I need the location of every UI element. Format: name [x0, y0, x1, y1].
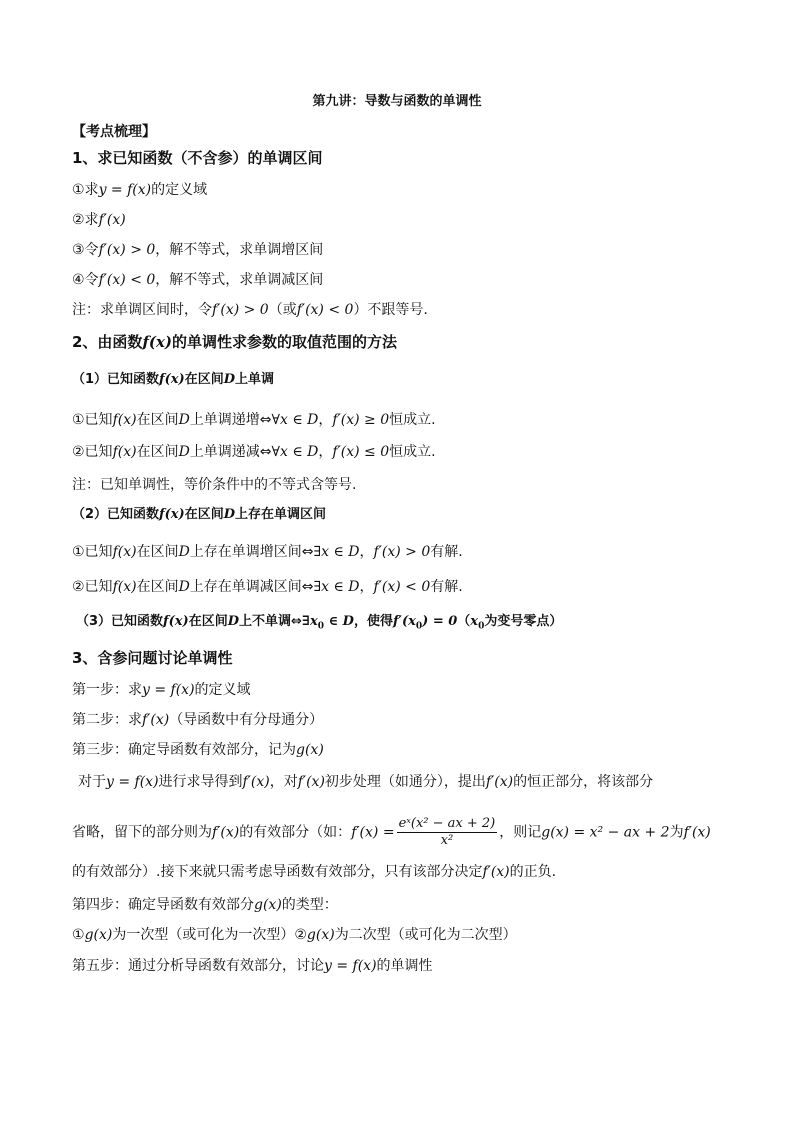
s2-sub1: （1）已知函数f(x)在区间D上单调 — [72, 372, 275, 387]
s2-j1: ①已知f(x)在区间D上存在单调增区间⇔∃x ∈ D，f′(x) > 0有解. — [72, 544, 463, 560]
s2-note: 注：已知单调性，等价条件中的不等式含等号. — [72, 477, 357, 493]
s3-step2: 第二步：求f′(x)（导函数中有分母通分） — [72, 712, 324, 728]
s3-types: ①g(x)为一次型（或可化为一次型）②g(x)为二次型（或可化为二次型） — [72, 927, 517, 943]
s1-note: 注：求单调区间时，令f′(x) > 0（或f′(x) < 0）不跟等号. — [72, 302, 428, 318]
s3-para2: 省略，留下的部分则为f′(x)的有效部分（如：f′(x) = $\frac{\text{eˣ(x² − ax + 2)}}{\text{x²}}$ ，则记g(x) = x² − ax + 2为f′(x) — [72, 816, 711, 848]
page-title: 第九讲：导数与函数的单调性 — [312, 94, 482, 109]
s1-step2: ②求f′(x) — [72, 212, 126, 228]
heading-2: 2、由函数f(x)的单调性求参数的取值范围的方法 — [72, 333, 398, 351]
s2-sub2: （2）已知函数f(x)在区间D上存在单调区间 — [72, 507, 327, 522]
s3-step3: 第三步：确定导函数有效部分，记为g(x) — [72, 742, 324, 758]
s1-step3: ③令f′(x) > 0，解不等式，求单调增区间 — [72, 242, 324, 258]
s2-item2: ②已知f(x)在区间D上单调递减⇔∀x ∈ D，f′(x) ≤ 0恒成立. — [72, 444, 436, 460]
s3-step4: 第四步：确定导函数有效部分g(x)的类型： — [72, 897, 338, 913]
heading-1: 1、求已知函数（不含参）的单调区间 — [72, 149, 323, 167]
s2-sub3: （3）已知函数f(x)在区间D上不单调$\Leftrightarrow\exists x_0$ ∈ D，使得$f'(x_0) = 0(x_0$为变号零点） — [76, 614, 563, 632]
section-header: 【考点梳理】 — [72, 124, 156, 140]
fraction: $\frac{\text{eˣ(x² − ax + 2)}}{\text{x²}}$ — [398, 816, 496, 848]
s3-para1: 对于y = f(x)进行求导得到f′(x)，对f′(x)初步处理（如通分），提出f′(x)的恒正部分，将该部分 — [78, 774, 654, 790]
s2-j2: ②已知f(x)在区间D上存在单调减区间⇔∃x ∈ D，f′(x) < 0有解. — [72, 579, 463, 595]
s1-step1: ①求y = f(x)的定义域 — [72, 182, 208, 198]
s3-step1: 第一步：求y = f(x)的定义域 — [72, 682, 251, 698]
s3-step5: 第五步：通过分析导函数有效部分，讨论y = f(x)的单调性 — [72, 958, 433, 974]
s2-item1: ①已知f(x)在区间D上单调递增⇔∀x ∈ D，f′(x) ≥ 0恒成立. — [72, 412, 436, 428]
s1-step4: ④令f′(x) < 0，解不等式，求单调减区间 — [72, 272, 324, 288]
s3-para3: 的有效部分）.接下来就只需考虑导函数有效部分，只有该部分决定f′(x)的正负. — [72, 864, 557, 880]
heading-3: 3、含参问题讨论单调性 — [72, 649, 233, 667]
